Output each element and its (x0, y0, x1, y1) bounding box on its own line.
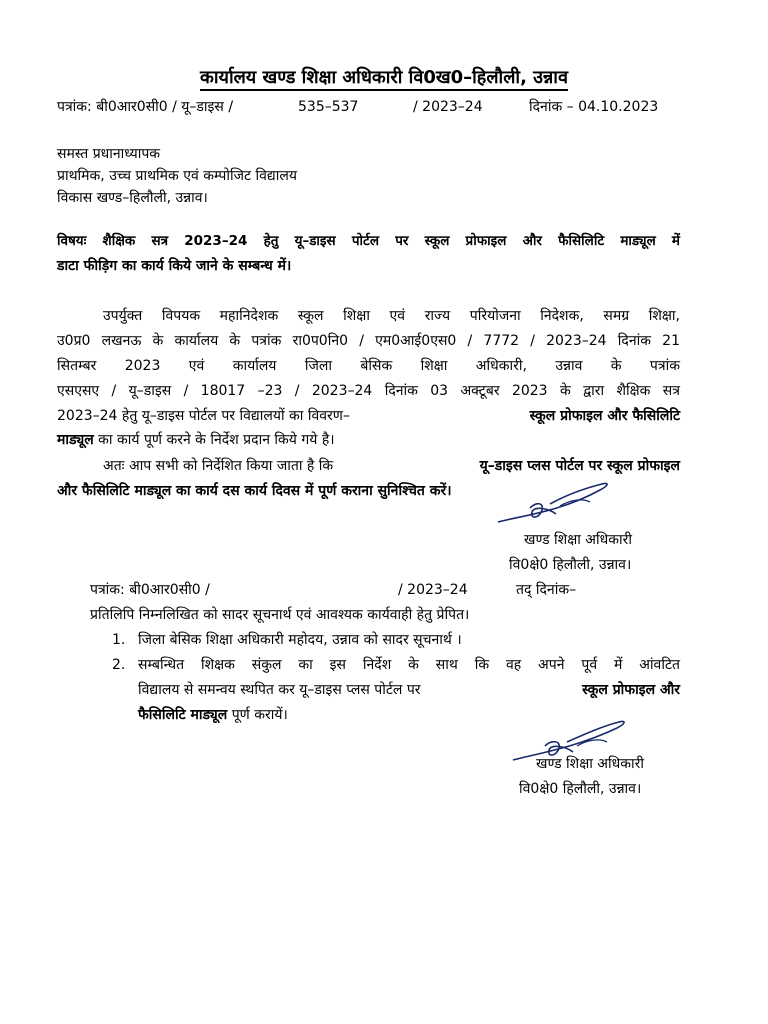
office-title-text: कार्यालय खण्ड शिक्षा अधिकारी वि0ख0–हिलौली, उन्नाव (200, 67, 568, 91)
copy-item-2-line3-text: पूर्ण करायें। (227, 707, 288, 723)
body-para1-line5 (57, 407, 680, 425)
body-para1-line3: सितम्बर 2023 एवं कार्यालय जिला बेसिक शिक्षा अधिकारी, उन्नाव के पत्रांक (57, 358, 680, 374)
copy-item-2-line1: सम्बन्धित शिक्षक संकुल का इस निर्देश के साथ कि वह अपने पूर्व में आंवटित (138, 657, 680, 673)
copy-item-2-line2-text: विद्यालय से समन्वय स्थपित कर यू–डाइस प्लस पोर्टल पर (138, 682, 421, 698)
copy-item-2-line3 (138, 706, 288, 724)
office-title (0, 66, 768, 90)
body-para1-line6-bold: माड्यूल (57, 432, 94, 448)
copy-item-2-line3-bold: फैसिलिटि माड्यूल (138, 707, 228, 723)
reference-date: दिनांक – 04.10.2023 (529, 99, 659, 115)
subject-line-2: डाटा फीड़िग का कार्य किये जाने के सम्बन्ध में। (57, 258, 292, 274)
body-para1-line1: उपर्युक्त विपयक महानिदेशक स्कूल शिक्षा एवं राज्य परियोजना निदेशक, समग्र शिक्षा, (103, 308, 680, 324)
signature-1-icon (490, 472, 620, 532)
body-para1-line5-text: 2023–24 हेतु यू–डाइस पोर्टल पर विद्यालयों का विवरण– (57, 408, 350, 424)
signature-2-place: वि0क्षे0 हिलौली, उन्नाव। (519, 781, 642, 797)
copy-session: / 2023–24 (398, 582, 468, 598)
copy-patrank: पत्रांक: बी0आर0सी0 / (90, 582, 210, 598)
addressee-line-2: प्राथमिक, उच्च प्राथमिक एवं कम्पोजिट विद्यालय (57, 168, 297, 184)
reference-number: 535–537 (298, 99, 359, 115)
reference-session: / 2023–24 (413, 99, 483, 115)
body-para1-line6 (57, 431, 335, 449)
reference-patrank: पत्रांक: बी0आर0सी0 / यू–डाइस / (57, 99, 234, 115)
copy-item-1-number: 1. (112, 632, 126, 648)
subject-line-1: विषयः शैक्षिक सत्र 2023–24 हेतु यू–डाइस पोर्टल पर स्कूल प्रोफाइल और फैसिलिटि माड्यूल में (57, 233, 680, 249)
body-para2-line1-bold: यू–डाइस प्लस पोर्टल पर स्कूल प्रोफाइल (479, 458, 680, 474)
copy-item-1-text: जिला बेसिक शिक्षा अधिकारी महोदय, उन्नाव को सादर सूचनार्थ । (138, 632, 462, 648)
body-para1-line4: एसएसए / यू–डाइस / 18017 –23 / 2023–24 दिनांक 03 अक्टूबर 2023 के द्वारा शैक्षिक सत्र (57, 383, 680, 399)
copy-intro: प्रतिलिपि निम्नलिखित को सादर सूचनार्थ एवं आवश्यक कार्यवाही हेतु प्रेपित। (90, 607, 470, 623)
signature-1-place: वि0क्षे0 हिलौली, उन्नाव। (509, 557, 632, 573)
addressee-line-1: समस्त प्रधानाध्यापक (57, 146, 161, 162)
signature-2-designation: खण्ड शिक्षा अधिकारी (536, 756, 644, 772)
copy-item-2-line2-bold: स्कूल प्रोफाइल और (582, 682, 680, 698)
body-para1-line2: उ0प्र0 लखनऊ के कार्यालय के पत्रांक रा0प0नि0 / एम0आई0एस0 / 7772 / 2023–24 दिनांक 21 (57, 333, 680, 349)
body-para2-line2: और फैसिलिटि माड्यूल का कार्य दस कार्य दिवस में पूर्ण कराना सुनिश्चित करें। (57, 483, 452, 499)
body-para1-line5-bold: स्कूल प्रोफाइल और फैसिलिटि (529, 408, 680, 424)
copy-date: तद् दिनांक– (516, 582, 577, 598)
copy-item-2-number: 2. (112, 657, 126, 673)
body-para1-line6-text: का कार्य पूर्ण करने के निर्देश प्रदान किये गये है। (93, 432, 335, 448)
addressee-line-3: विकास खण्ड–हिलौली, उन्नाव। (57, 190, 208, 206)
copy-item-2-line2 (138, 681, 680, 699)
body-para2-line1-text: अतः आप सभी को निर्देशित किया जाता है कि (103, 458, 334, 474)
signature-1-designation: खण्ड शिक्षा अधिकारी (524, 532, 632, 548)
